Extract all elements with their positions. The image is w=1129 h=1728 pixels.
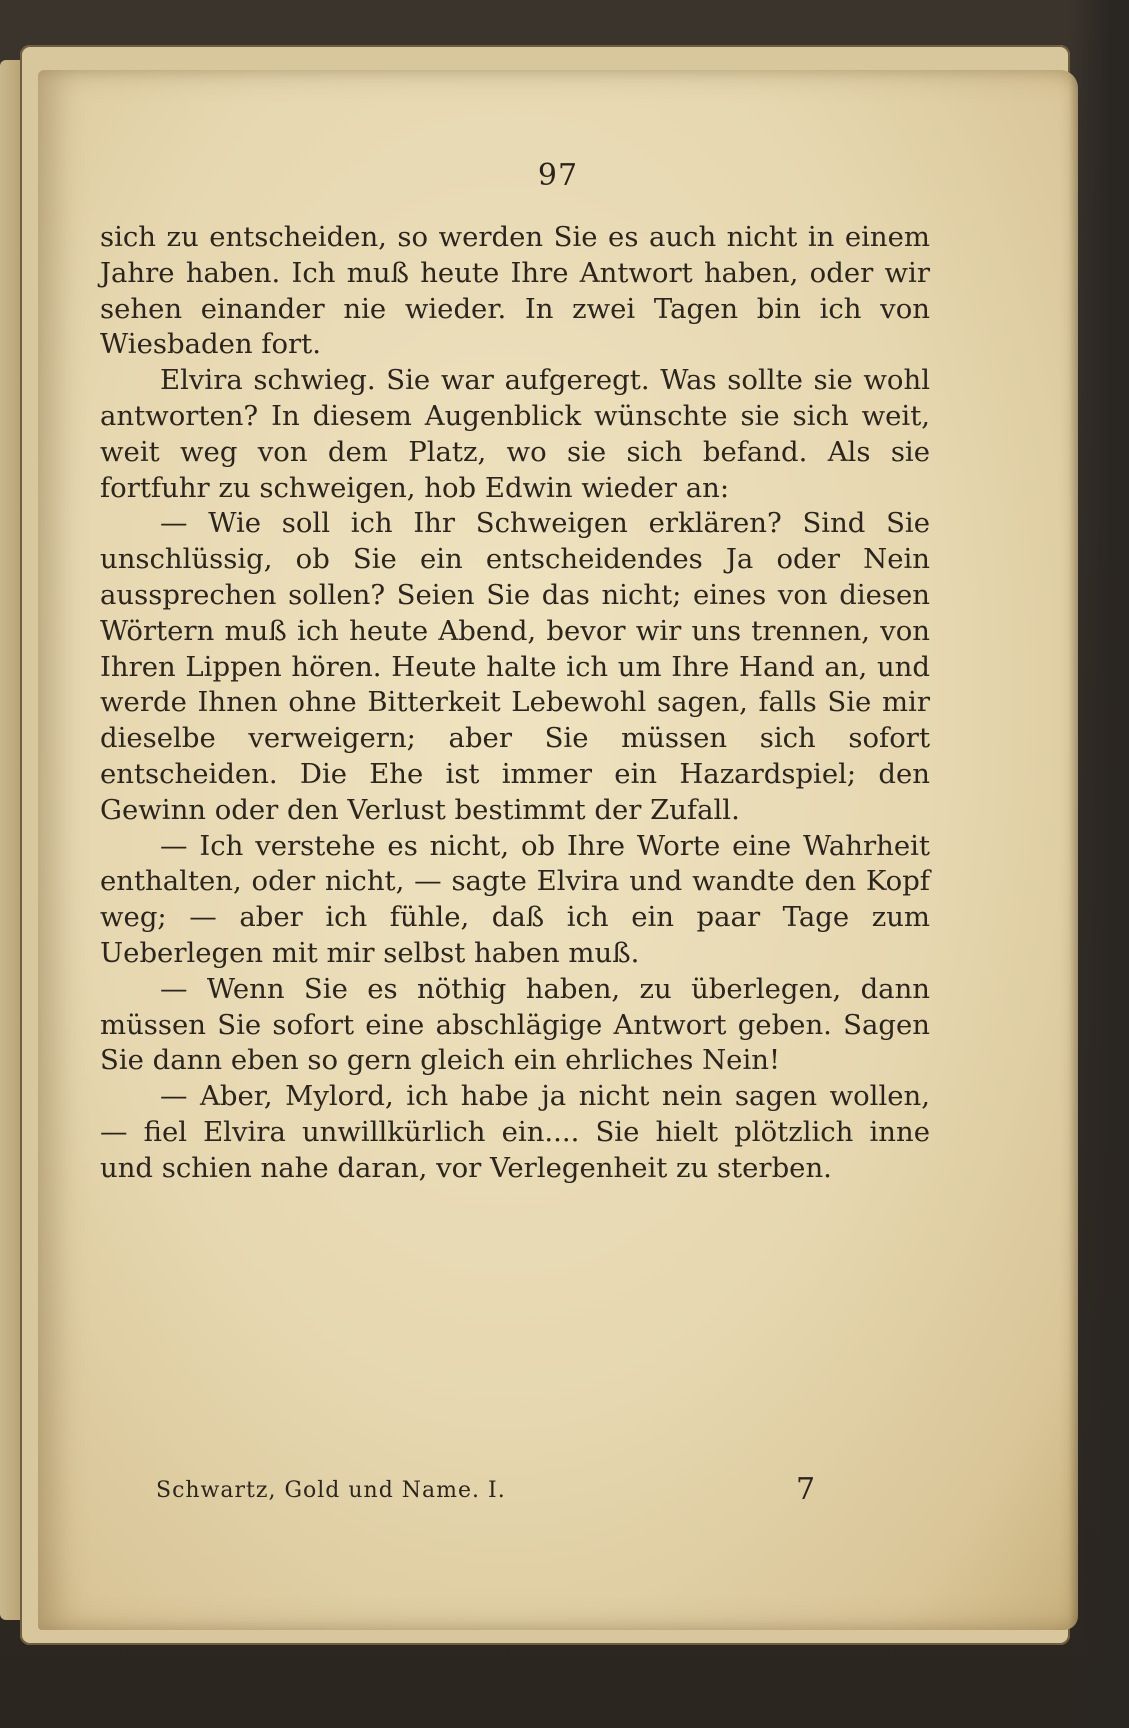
book-page [38, 70, 1078, 1630]
page-number: 97 [537, 158, 579, 193]
signature-mark: 7 [796, 1472, 816, 1507]
footer-title: Schwartz, Gold und Name. I. [156, 1478, 506, 1503]
paragraph-5: — Wenn Sie es nöthig haben, zu überlegen, dann müssen Sie sofort eine abschlägige Antwort geben. Sagen Sie dann eben so gern gleich ein ehrliches Nein! [100, 972, 930, 1077]
scan-edge-shadow [1069, 0, 1129, 1728]
paragraph-3: — Wie soll ich Ihr Schweigen erklären? Sind Sie unschlüssig, ob Sie ein entscheidendes Ja oder Nein aussprechen sollen? Seien Sie das nicht; eines von diesen Wörtern muß ich heute Abend, bevor wir uns trennen, von Ihren Lippen hören. Heute halte ich um Ihre Hand an, und werde Ihnen ohne Bitterkeit Lebewohl sagen, falls Sie mir dieselbe verweigern; aber Sie müssen sich sofort entscheiden. Die Ehe ist immer ein Hazardspiel; den Gewinn oder den Verlust bestimmt der Zufall. [100, 507, 930, 826]
body-text [100, 220, 930, 1187]
paragraph-6: — Aber, Mylord, ich habe ja nicht nein sagen wollen, — fiel Elvira unwillkürlich ein.... Sie hielt plötzlich inne und schien nahe daran, vor Verlegenheit zu sterben. [100, 1080, 930, 1184]
paragraph-2: Elvira schwieg. Sie war aufgeregt. Was sollte sie wohl antworten? In diesem Augenblick wünschte sie sich weit, weit weg von dem Platz, wo sie sich befand. Als sie fortfuhr zu schweigen, hob Edwin wieder an: [100, 364, 930, 504]
page-footer [116, 1472, 816, 1518]
paragraph-1: sich zu entscheiden, so werden Sie es auch nicht in einem Jahre haben. Ich muß heute Ihre Antwort haben, oder wir sehen einander nie wieder. In zwei Tagen bin ich von Wiesbaden fort. [100, 221, 930, 361]
paragraph-4: — Ich verstehe es nicht, ob Ihre Worte eine Wahrheit enthalten, oder nicht, — sagte Elvira und wandte den Kopf weg; — aber ich fühle, daß ich ein paar Tage zum Ueberlegen mit mir selbst haben muß. [100, 829, 930, 969]
